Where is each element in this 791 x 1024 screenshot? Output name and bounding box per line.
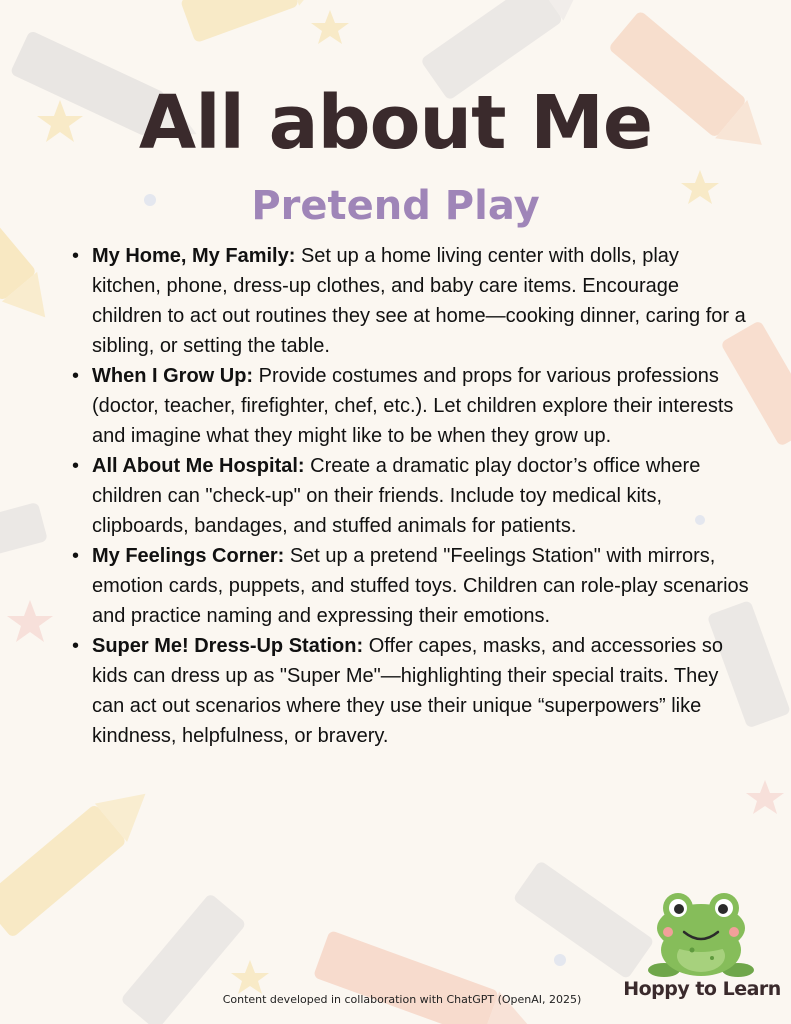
- activity-list: [72, 241, 752, 751]
- list-item: [72, 241, 752, 361]
- item-text: Create a dramatic play doctor’s office where children can "check-up" on their friends. Include toy medical kits, clipboards, bandages, and stuffed animals for patients.: [92, 455, 701, 537]
- item-title: When I Grow Up:: [92, 365, 254, 387]
- list-item: [72, 451, 752, 541]
- item-title: Super Me! Dress-Up Station:: [92, 635, 364, 657]
- item-title: My Feelings Corner:: [92, 545, 285, 567]
- footer-credit: Content developed in collaboration with ChatGPT (OpenAI, 2025): [222, 993, 582, 1006]
- bullet-icon: •: [72, 245, 80, 267]
- item-text: Set up a pretend "Feelings Station" with mirrors, emotion cards, puppets, and stuffed toys. Children can role-play scenarios and practice naming and expressing their emotions.: [92, 545, 749, 627]
- item-text: Offer capes, masks, and accessories so kids can dress up as "Super Me"—highlighting their special traits. They can act out scenarios where they use their unique “superpowers” like kindness, helpfulness, or bravery.: [92, 635, 723, 747]
- item-title: My Home, My Family:: [92, 245, 296, 267]
- list-item: [72, 361, 752, 451]
- brand-logo-text: Hoppy to Learn: [623, 978, 781, 1000]
- list-item: [72, 541, 752, 631]
- list-item: [72, 631, 752, 751]
- bullet-icon: •: [72, 545, 80, 567]
- page-title: All about Me: [138, 80, 653, 166]
- frog-mascot-icon: [646, 888, 756, 980]
- bullet-icon: •: [72, 455, 80, 477]
- item-text: Set up a home living center with dolls, play kitchen, phone, dress-up clothes, and baby care items. Encourage children to act out routines they see at home—cooking dinner, caring for a sibling, or setting the table.: [92, 245, 746, 357]
- bullet-icon: •: [72, 365, 80, 387]
- bullet-icon: •: [72, 635, 80, 657]
- page-subtitle: Pretend Play: [251, 183, 540, 229]
- item-text: Provide costumes and props for various professions (doctor, teacher, firefighter, chef, etc.). Let children explore their interests and imagine what they might like to be when they grow up.: [92, 365, 734, 447]
- item-title: All About Me Hospital:: [92, 455, 305, 477]
